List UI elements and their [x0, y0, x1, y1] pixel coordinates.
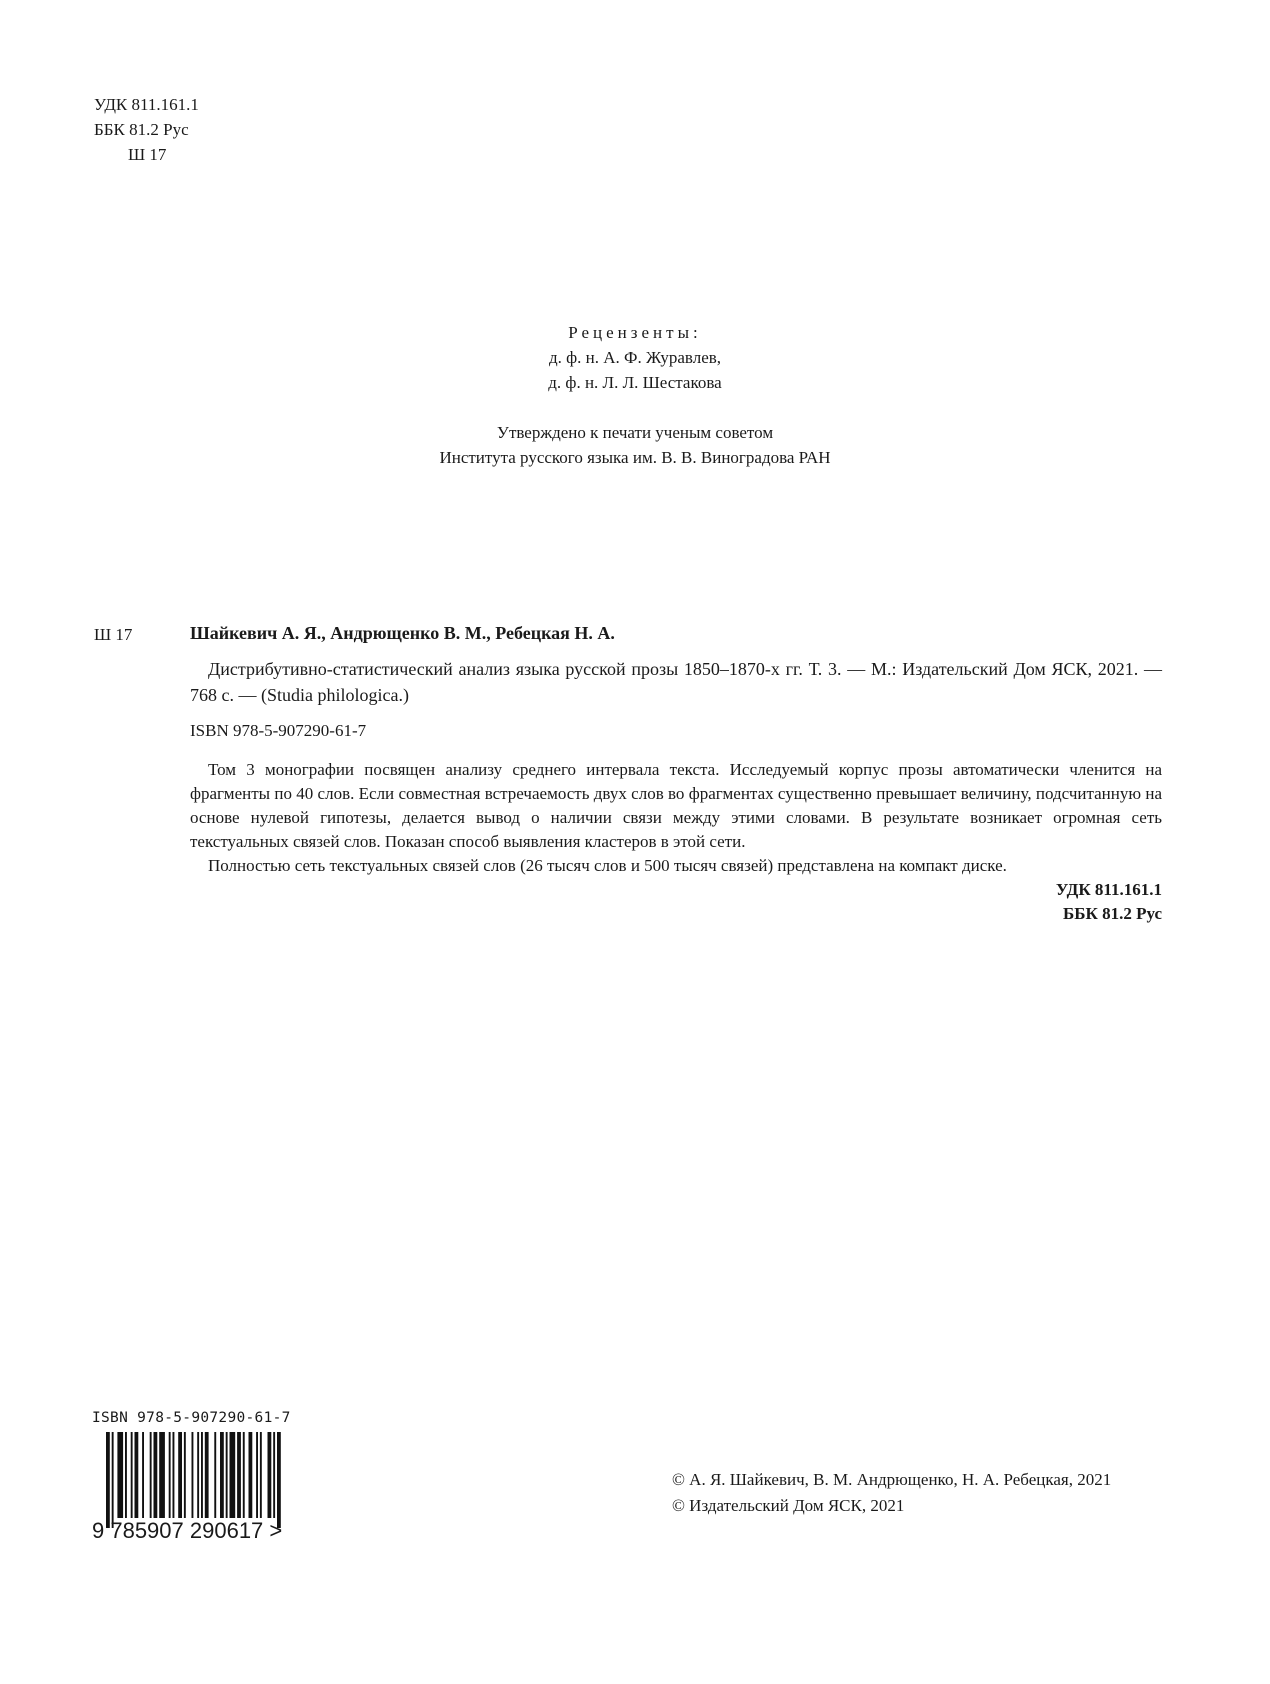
udk-code: УДК 811.161.1: [94, 95, 199, 114]
entry-bbk: ББК 81.2 Рус: [1063, 904, 1162, 923]
barcode-bar: [260, 1432, 262, 1518]
barcode-bar: [197, 1432, 199, 1518]
approval-block: [0, 420, 1270, 470]
barcode-digits: 9 785907 290617 >: [92, 1518, 283, 1543]
reviewer-2: д. ф. н. Л. Л. Шестакова: [548, 373, 722, 392]
bibliographic-entry: [190, 620, 1162, 926]
barcode-bar: [135, 1432, 139, 1518]
approval-line-1: Утверждено к печати ученым советом: [496, 423, 774, 442]
entry-isbn: ISBN 978-5-907290-61-7: [190, 721, 367, 740]
barcode-bar: [142, 1432, 144, 1518]
barcode-bar: [230, 1432, 236, 1518]
barcode-bar: [169, 1432, 171, 1518]
reviewers-header: Рецензенты:: [568, 323, 702, 342]
reviewers-block: [0, 320, 1270, 395]
abstract: [190, 758, 1162, 878]
barcode-bar: [226, 1432, 228, 1518]
barcode-bar: [273, 1432, 275, 1518]
barcode-bar: [117, 1432, 123, 1518]
barcode-bar: [256, 1432, 258, 1518]
copyright-block: [672, 1467, 1172, 1519]
barcode-bar: [249, 1432, 253, 1518]
barcode-bar: [201, 1432, 203, 1518]
barcode-bar: [173, 1432, 175, 1518]
entry-title: Дистрибутивно-статистический анализ языка русской прозы 1850–1870-х гг. Т. 3. — М.: Издательский Дом ЯСК, 2021. — 768 с. — (Studia philologica.): [190, 659, 1162, 705]
bbk-code: ББК 81.2 Рус: [94, 120, 189, 139]
copyright-authors: © А. Я. Шайкевич, В. М. Андрющенко, Н. А. Ребецкая, 2021: [672, 1470, 1112, 1489]
barcode-bar: [159, 1432, 165, 1518]
barcode-bar: [112, 1432, 114, 1528]
abstract-paragraph-1: Том 3 монографии посвящен анализу среднего интервала текста. Исследуемый корпус прозы автоматически членится на фрагменты по 40 слов. Если совместная встречаемость двух слов во фрагментах существенно превышает величину, подсчитанную на основе нулевой гипотезы, делается вывод о наличии связи между этими словами. В результате возникает огромная сеть текстуальных связей слов. Показан способ выявления кластеров в этой сети.: [190, 760, 1162, 851]
barcode-bar: [220, 1432, 224, 1518]
barcode-bar: [205, 1432, 209, 1518]
barcode-bar: [268, 1432, 272, 1518]
barcode-bar: [125, 1432, 127, 1518]
barcode-bar: [237, 1432, 241, 1518]
barcode-bar: [131, 1432, 133, 1518]
reviewer-1: д. ф. н. А. Ф. Журавлев,: [548, 348, 722, 367]
barcode-bar: [184, 1432, 186, 1518]
classification-block: [94, 92, 314, 167]
entry-authors: Шайкевич А. Я., Андрющенко В. М., Ребецкая Н. А.: [190, 623, 615, 643]
barcode-bar: [178, 1432, 182, 1518]
author-mark: Ш 17: [128, 145, 167, 164]
barcode-bar: [154, 1432, 158, 1518]
isbn-barcode: [92, 1410, 322, 1545]
copyright-publisher: © Издательский Дом ЯСК, 2021: [672, 1496, 905, 1515]
barcode-bars: [92, 1432, 302, 1532]
barcode-bar: [243, 1432, 245, 1518]
barcode-bar: [192, 1432, 194, 1518]
barcode-bar: [214, 1432, 216, 1518]
barcode-bar: [150, 1432, 152, 1518]
barcode-bar: [106, 1432, 110, 1528]
barcode-isbn-label: ISBN 978-5-907290-61-7: [92, 1410, 291, 1426]
entry-code: Ш 17: [94, 625, 133, 644]
entry-codes: [190, 878, 1162, 926]
entry-udk: УДК 811.161.1: [1055, 880, 1162, 899]
approval-line-2: Института русского языка им. В. В. Виноградова РАН: [439, 448, 831, 467]
barcode-bar: [277, 1432, 281, 1528]
abstract-paragraph-2: Полностью сеть текстуальных связей слов (26 тысяч слов и 500 тысяч связей) представлена на компакт диске.: [208, 856, 1007, 875]
